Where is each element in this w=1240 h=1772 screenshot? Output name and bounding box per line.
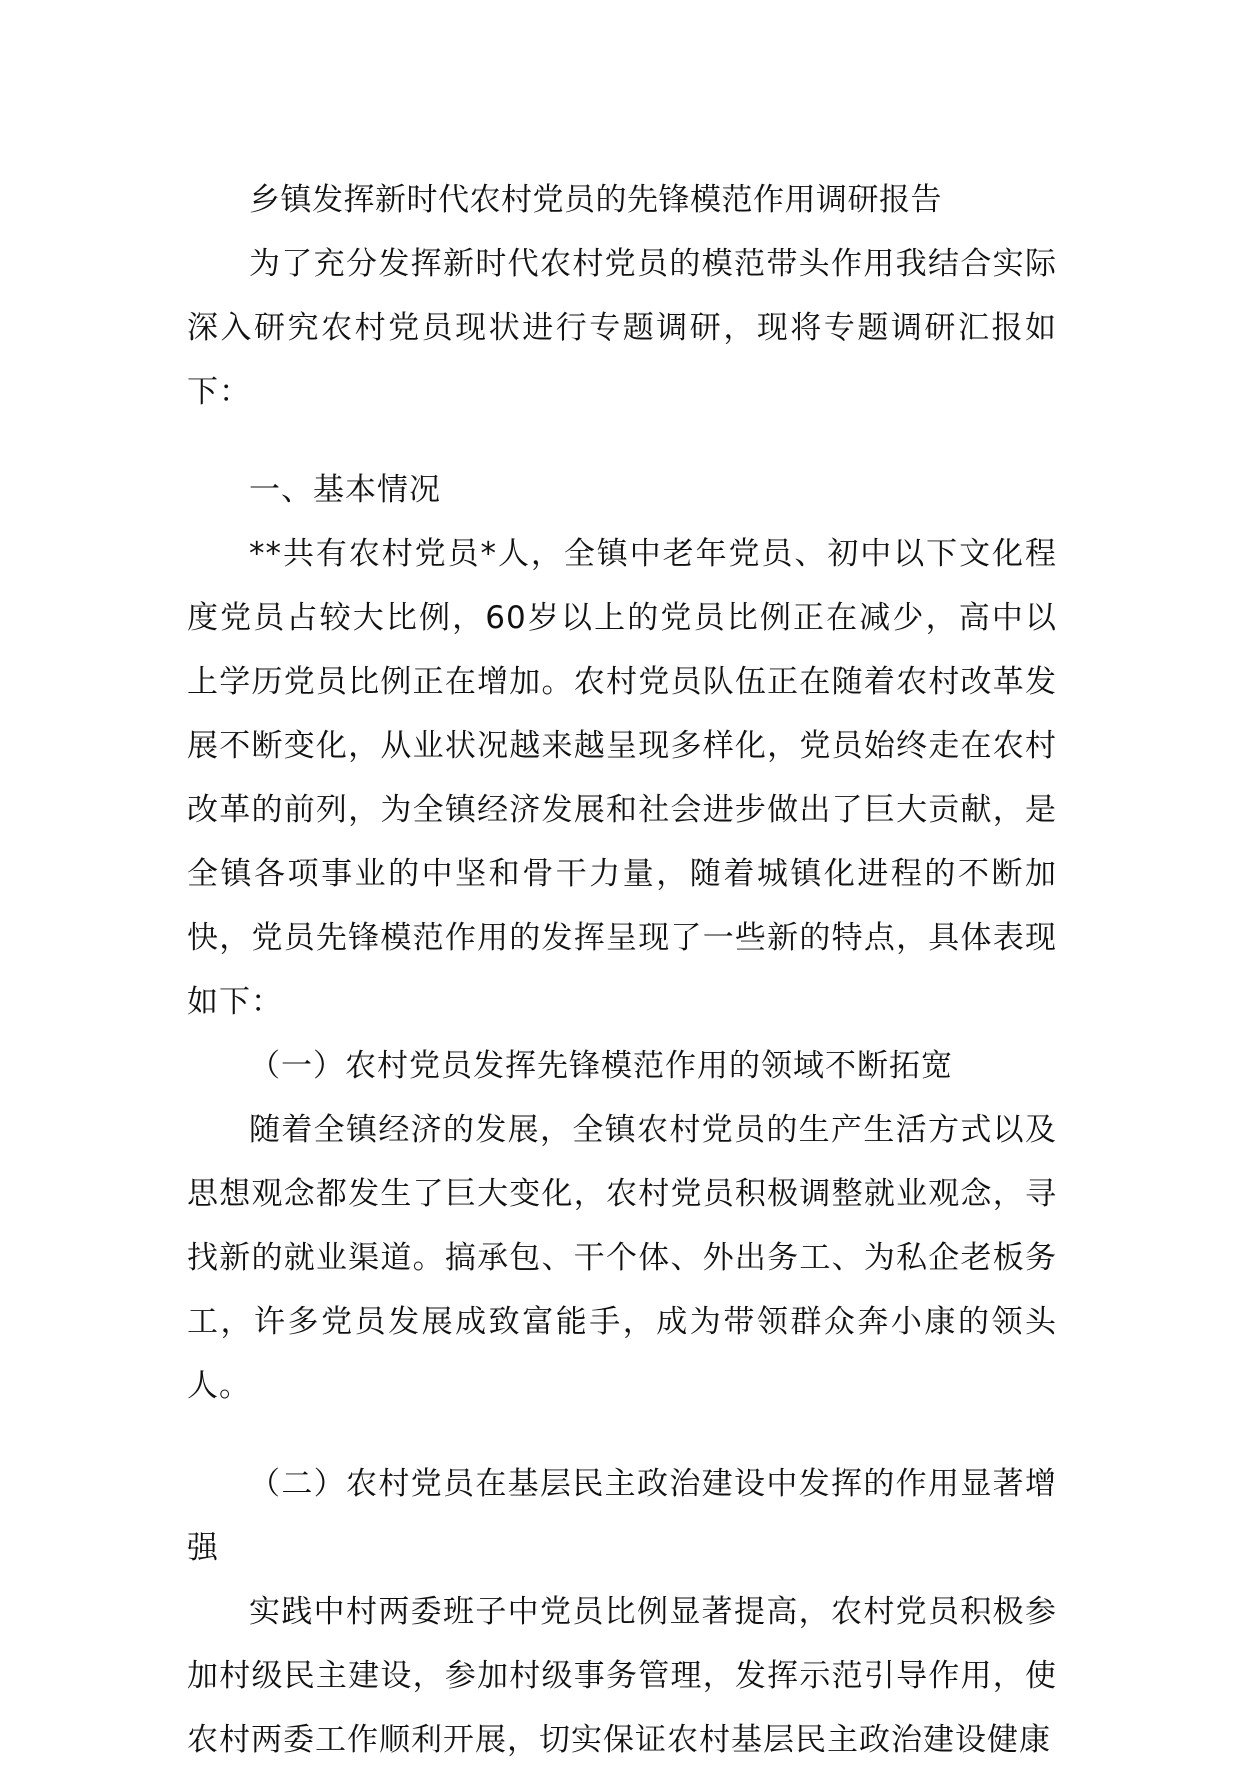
basic-situation-paragraph: **共有农村党员*人，全镇中老年党员、初中以下文化程度党员占较大比例，60岁以上的党员比例正在减少，高中以上学历党员比例正在增加。农村党员队伍正在随着农村改革发展不断变化，从业状况越来越呈现多样化，党员始终走在农村改革的前列，为全镇经济发展和社会进步做出了巨大贡献，是全镇各项事业的中坚和骨干力量，随着城镇化进程的不断加快，党员先锋模范作用的发挥呈现了一些新的特点，具体表现如下： — [187, 536, 1057, 1020]
subsection-paragraph-2: 实践中村两委班子中党员比例显著提高，农村党员积极参加村级民主建设，参加村级事务管理，发挥示范引导作用，使农村两委工作顺利开展，切实保证农村基层民主政治建设健康 — [187, 1594, 1057, 1758]
document-title: 乡镇发挥新时代农村党员的先锋模范作用调研报告 — [249, 182, 942, 218]
section-heading-basic-situation: 一、基本情况 — [249, 472, 441, 508]
subsection-heading-1: （一）农村党员发挥先锋模范作用的领域不断拓宽 — [249, 1048, 953, 1084]
intro-paragraph: 为了充分发挥新时代农村党员的模范带头作用我结合实际深入研究农村党员现状进行专题调研，现将专题调研汇报如下： — [187, 246, 1057, 410]
subsection-heading-2: （二）农村党员在基层民主政治建设中发挥的作用显著增强 — [187, 1466, 1057, 1566]
subsection-paragraph-1: 随着全镇经济的发展，全镇农村党员的生产生活方式以及思想观念都发生了巨大变化，农村党员积极调整就业观念，寻找新的就业渠道。搞承包、干个体、外出务工、为私企老板务工，许多党员发展成致富能手，成为带领群众奔小康的领头人。 — [187, 1112, 1057, 1404]
document-page — [187, 168, 1057, 1772]
